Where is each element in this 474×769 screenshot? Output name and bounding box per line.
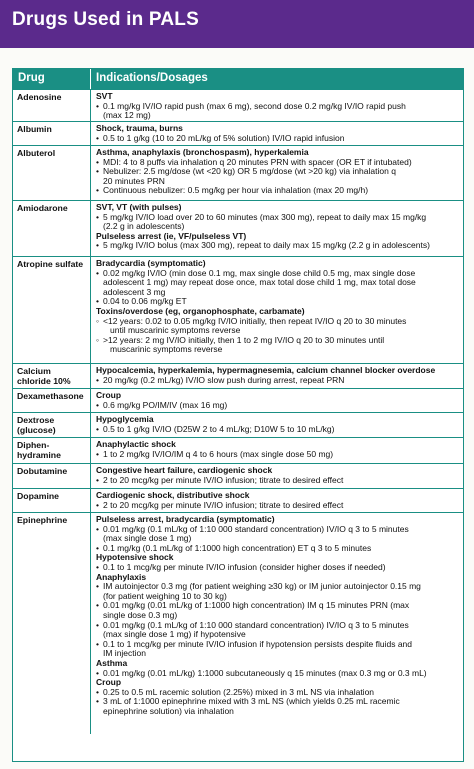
table-row xyxy=(13,89,463,121)
table-row xyxy=(13,200,463,256)
dosage-bullet: • 0.5 to 1 g/kg (10 to 20 mL/kg of 5% solution) IV/IO rapid infusion xyxy=(96,134,459,144)
indications-dosages xyxy=(91,464,463,488)
indication-heading: Croup xyxy=(96,390,122,400)
indications-dosages xyxy=(91,438,463,463)
indication-heading: Cardiogenic shock, distributive shock xyxy=(96,490,250,500)
drug-name xyxy=(13,489,91,512)
indication-heading: Hypocalcemia, hyperkalemia, hypermagnesemia, calcium channel blocker overdose xyxy=(96,365,436,375)
dosage-continuation: (max 12 mg) xyxy=(103,110,151,121)
dosage-bullet: • 0.01 mg/kg (0.01 mL/kg of 1:1000 high concentration) IM q 15 minutes PRN (max xyxy=(96,601,459,611)
indication-heading: Anaphylactic shock xyxy=(96,439,176,449)
table-row xyxy=(13,512,463,734)
dosage-bullet: • 5 mg/kg IV/IO bolus (max 300 mg), repeat to daily max 15 mg/kg (2.2 g in adolescents) xyxy=(96,241,459,251)
drug-name-line: Calcium xyxy=(17,366,51,376)
dosage-continuation: epinephrine solution) via inhalation xyxy=(103,705,234,716)
page-header xyxy=(0,0,474,48)
table-row xyxy=(13,121,463,145)
indication-heading: SVT xyxy=(96,91,113,101)
indication-heading: Asthma xyxy=(96,657,128,668)
indication-heading: Congestive heart failure, cardiogenic shock xyxy=(96,465,273,475)
drug-name-line: Amiodarone xyxy=(17,203,68,213)
indication-heading: Anaphylaxis xyxy=(96,571,147,582)
indications-dosages xyxy=(91,122,463,145)
table-row xyxy=(13,256,463,363)
table-row xyxy=(13,488,463,512)
dosage-bullet: • 0.04 to 0.06 mg/kg ET xyxy=(96,297,459,307)
table-row xyxy=(13,363,463,388)
dosage-continuation: 20 minutes PRN xyxy=(103,175,165,186)
dosage-bullet: • 20 mg/kg (0.2 mL/kg) IV/IO slow push during arrest, repeat PRN xyxy=(96,376,459,386)
drug-name-line: Albuterol xyxy=(17,148,56,158)
drug-name xyxy=(13,146,91,200)
indication-heading: SVT, VT (with pulses) xyxy=(96,202,182,212)
table-row xyxy=(13,388,463,412)
drug-name xyxy=(13,464,91,488)
dosage-continuation: until muscarinic symptoms reverse xyxy=(110,325,241,336)
drug-name-line: Epinephrine xyxy=(17,515,68,525)
page-title: Drugs Used in PALS xyxy=(12,9,199,30)
indications-dosages xyxy=(91,364,463,388)
dosage-continuation: (max single dose 1 mg) if hypotensive xyxy=(103,629,246,640)
drug-name-line: Diphen- xyxy=(17,440,50,450)
dosage-bullet: • 0.01 mg/kg (0.1 mL/kg of 1:10 000 standard concentration) IV/IO q 3 to 5 minutes xyxy=(96,621,459,631)
dosage-bullet: • 5 mg/kg IV/IO load over 20 to 60 minutes (max 300 mg), repeat to daily max 15 mg/kg xyxy=(96,213,459,223)
dosage-bullet: • 0.25 to 0.5 mL racemic solution (2.25%) mixed in 3 mL NS via inhalation xyxy=(96,688,459,698)
indications-dosages xyxy=(91,90,463,121)
indications-dosages xyxy=(91,257,463,363)
dosage-continuation: single dose 0.3 mg) xyxy=(103,609,178,620)
indication-heading: Asthma, anaphylaxis (bronchospasm), hyperkalemia xyxy=(96,147,309,157)
drug-name-line: chloride 10% xyxy=(17,376,71,386)
dosage-bullet: • Nebulizer: 2.5 mg/dose (wt <20 kg) OR 5 mg/dose (wt >20 kg) via inhalation q xyxy=(96,167,459,177)
drug-name xyxy=(13,438,91,463)
dosage-bullet: • MDI: 4 to 8 puffs via inhalation q 20 minutes PRN with spacer (OR ET if intubated) xyxy=(96,158,459,168)
drug-name xyxy=(13,201,91,256)
indications-dosages xyxy=(91,201,463,256)
dosage-bullet: • Continuous nebulizer: 0.5 mg/kg per hour via inhalation (max 20 mg/h) xyxy=(96,186,459,196)
indications-dosages xyxy=(91,489,463,512)
dosage-bullet: • 0.1 mg/kg IV/IO rapid push (max 6 mg), second dose 0.2 mg/kg IV/IO rapid push xyxy=(96,102,459,112)
dosage-bullet: • 2 to 20 mcg/kg per minute IV/IO infusion; titrate to desired effect xyxy=(96,501,459,511)
table-row xyxy=(13,412,463,437)
drug-name xyxy=(13,90,91,121)
indication-heading: Pulseless arrest, bradycardia (symptomatic) xyxy=(96,514,275,524)
drug-name-line: Albumin xyxy=(17,124,52,134)
indication-heading: Hypotensive shock xyxy=(96,552,174,563)
indications-dosages xyxy=(91,413,463,437)
dosage-continuation: (2.2 g in adolescents) xyxy=(103,221,185,232)
table-body xyxy=(13,89,463,734)
dosage-bullet: • 0.01 mg/kg (0.01 mL/kg) 1:1000 subcutaneously q 15 minutes (max 0.3 mg or 0.3 mL) xyxy=(96,669,459,679)
column-header-indications: Indications/Dosages xyxy=(96,72,208,84)
drug-name xyxy=(13,257,91,363)
dosage-subbullet: ◦ >12 years: 2 mg IV/IO initially, then 1 to 2 mg IV/IO q 20 to 30 minutes until xyxy=(96,336,459,346)
drug-name xyxy=(13,513,91,734)
drug-name-line: Dopamine xyxy=(17,491,59,501)
drug-name-line: Dexamethasone xyxy=(17,391,84,401)
column-header-drug: Drug xyxy=(13,69,91,89)
dosage-bullet: • 0.01 mg/kg (0.1 mL/kg of 1:10 000 standard concentration) IV/IO q 3 to 5 minutes xyxy=(96,525,459,535)
dosage-continuation: adolescent 3 mg xyxy=(103,286,166,297)
drug-name xyxy=(13,389,91,412)
dosage-continuation: muscarinic symptoms reverse xyxy=(110,344,223,355)
dosage-bullet: • 3 mL of 1:1000 epinephrine mixed with 3 mL NS (which yields 0.25 mL racemic xyxy=(96,697,459,707)
table-row xyxy=(13,145,463,200)
drug-name xyxy=(13,122,91,145)
indications-dosages xyxy=(91,513,463,734)
dosage-continuation: (for patient weighing 10 to 30 kg) xyxy=(103,590,227,601)
dosage-continuation: (max single dose 1 mg) xyxy=(103,533,192,544)
indication-heading: Shock, trauma, burns xyxy=(96,123,183,133)
table-row xyxy=(13,463,463,488)
drug-name-line: (glucose) xyxy=(17,425,56,435)
drug-name-line: Dobutamine xyxy=(17,466,68,476)
indications-dosages xyxy=(91,389,463,412)
indication-heading: Hypoglycemia xyxy=(96,414,154,424)
indication-heading: Pulseless arrest (ie, VF/pulseless VT) xyxy=(96,230,247,241)
drugs-table xyxy=(12,68,464,762)
dosage-bullet: • IM autoinjector 0.3 mg (for patient weighing ≥30 kg) or IM junior autoinjector 0.15 mg xyxy=(96,582,459,592)
indication-heading: Toxins/overdose (eg, organophosphate, carbamate) xyxy=(96,305,305,316)
dosage-continuation: IM injection xyxy=(103,648,146,659)
dosage-bullet: • 0.1 to 1 mcg/kg per minute IV/IO infusion (consider higher doses if needed) xyxy=(96,563,459,573)
drug-name xyxy=(13,364,91,388)
drug-name-line: Atropine sulfate xyxy=(17,259,84,269)
dosage-bullet: • 0.1 mg/kg (0.1 mL/kg of 1:1000 high concentration) ET q 3 to 5 minutes xyxy=(96,544,459,554)
table-header xyxy=(13,69,463,89)
table-row xyxy=(13,437,463,463)
dosage-bullet: • 0.5 to 1 g/kg IV/IO (D25W 2 to 4 mL/kg; D10W 5 to 10 mL/kg) xyxy=(96,425,459,435)
drug-name-line: hydramine xyxy=(17,450,61,460)
dosage-bullet: • 0.02 mg/kg IV/IO (min dose 0.1 mg, max single dose child 0.5 mg, max single dose xyxy=(96,269,459,279)
dosage-continuation: adolescent 1 mg) may repeat dose once, max total dose child 1 mg, max total dose xyxy=(103,277,416,288)
indication-heading: Croup xyxy=(96,677,122,688)
dosage-bullet: • 2 to 20 mcg/kg per minute IV/IO infusion; titrate to desired effect xyxy=(96,476,459,486)
dosage-bullet: • 0.6 mg/kg PO/IM/IV (max 16 mg) xyxy=(96,401,459,411)
drug-name-line: Adenosine xyxy=(17,92,62,102)
indications-dosages xyxy=(91,146,463,200)
dosage-bullet: • 1 to 2 mg/kg IV/IO/IM q 4 to 6 hours (max single dose 50 mg) xyxy=(96,450,459,460)
drug-name xyxy=(13,413,91,437)
dosage-bullet: • 0.1 to 1 mcg/kg per minute IV/IO infusion if hypotension persists despite fluids and xyxy=(96,640,459,650)
dosage-subbullet: ◦ <12 years: 0.02 to 0.05 mg/kg IV/IO initially, then repeat IV/IO q 20 to 30 minutes xyxy=(96,317,459,327)
indication-heading: Bradycardia (symptomatic) xyxy=(96,258,206,268)
drug-name-line: Dextrose xyxy=(17,415,55,425)
